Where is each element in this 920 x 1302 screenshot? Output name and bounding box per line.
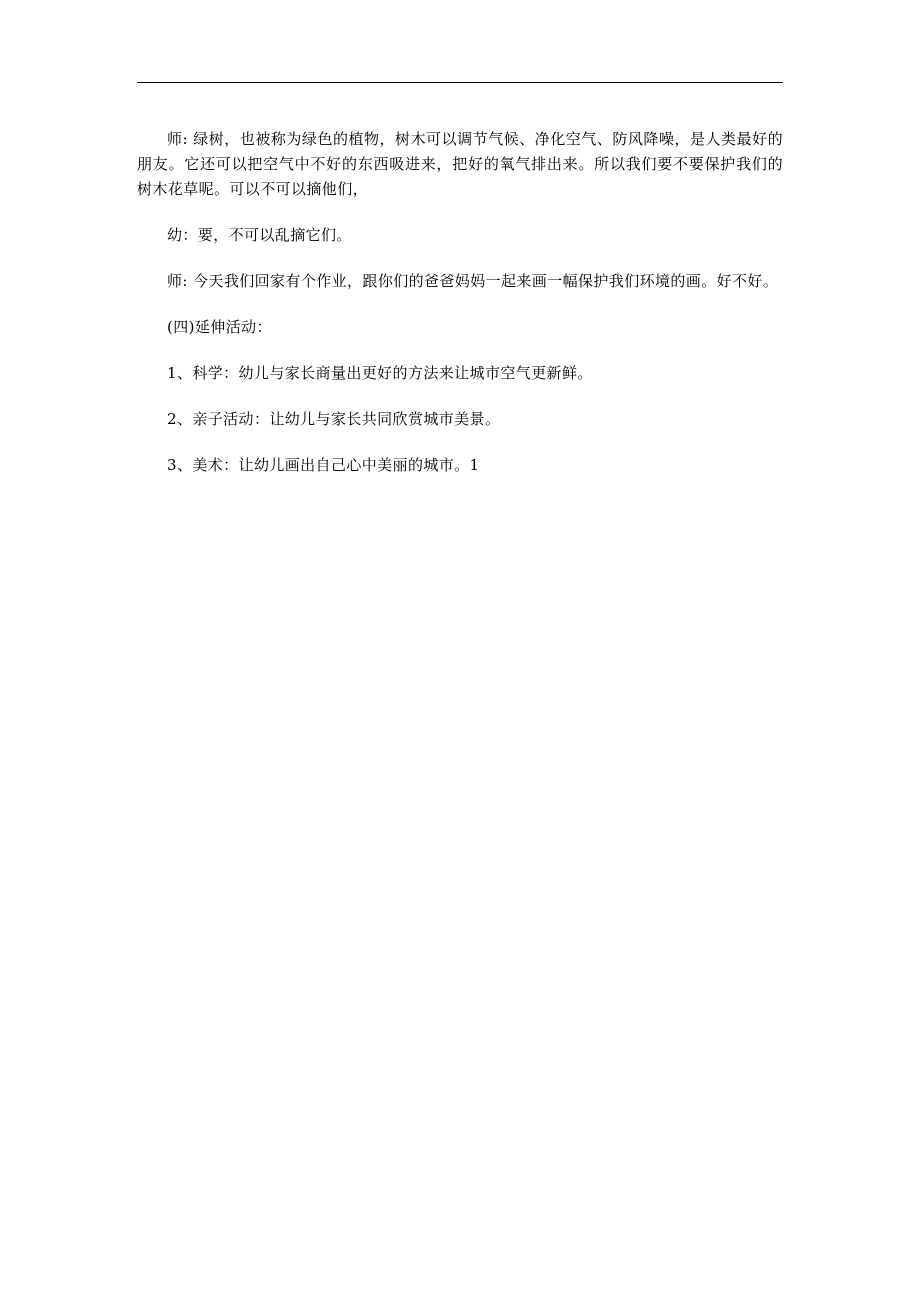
paragraph-teacher-green-trees: 师: 绿树，也被称为绿色的植物，树木可以调节气候、净化空气、防风降噪，是人类最好的朋友。它还可以把空气中不好的东西吸进来，把好的氧气排出来。所以我们要不要保护我们的树木花草呢。可以不可以摘他们， <box>137 130 783 198</box>
list-item-science: 1、科学：幼儿与家长商量出更好的方法来让城市空气更新鲜。 <box>167 364 593 382</box>
header-rule <box>137 82 783 83</box>
document-body <box>137 127 783 499</box>
list-item-art: 3、美术：让幼儿画出自己心中美丽的城市。1 <box>167 456 480 474</box>
section-heading-extension-activities: (四)延伸活动： <box>167 318 272 336</box>
list-item-parent-child-activity: 2、亲子活动：让幼儿与家长共同欣赏城市美景。 <box>167 410 501 428</box>
paragraph-teacher-homework: 师: 今天我们回家有个作业，跟你们的爸爸妈妈一起来画一幅保护我们环境的画。好不好。 <box>167 272 779 290</box>
paragraph-child-reply: 幼：要，不可以乱摘它们。 <box>167 226 352 244</box>
